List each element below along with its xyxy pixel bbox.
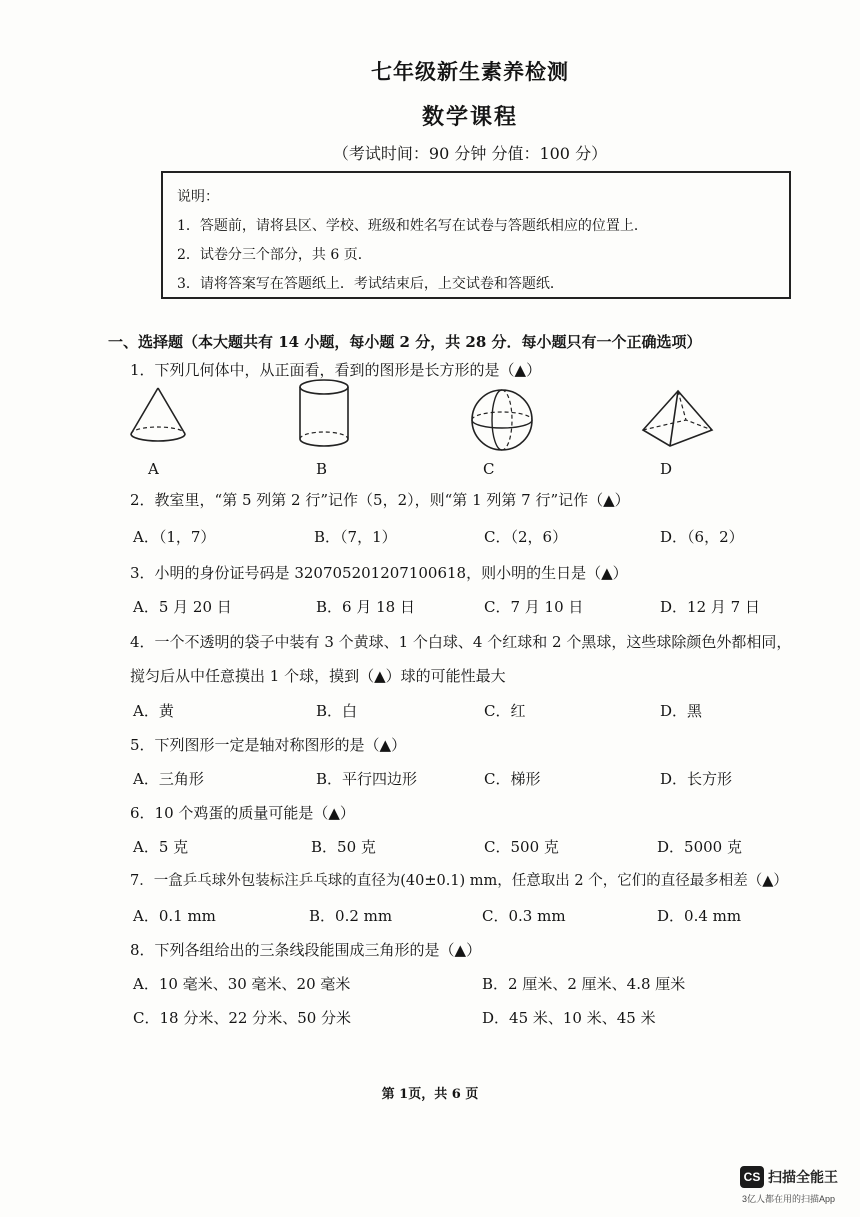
scanner-tagline: 3亿人都在用的扫描App <box>742 1194 836 1204</box>
option-c: C．7 月 10 日 <box>484 598 584 616</box>
question-4: 4．一个不透明的袋子中装有 3 个黄球、1 个白球、4 个红球和 2 个黑球，这些球除颜色外都相同， <box>130 633 792 651</box>
question-7: 7．一盒乒乓球外包装标注乒乓球的直径为(40±0.1) mm，任意取出 2 个，它们的直径最多相差（▲） <box>130 873 788 889</box>
instructions-box <box>161 171 791 299</box>
cylinder-icon <box>298 378 350 450</box>
question-5: 5．下列图形一定是轴对称图形的是（▲） <box>130 736 407 754</box>
option-d: D．5000 克 <box>657 838 742 856</box>
exam-info: （考试时间：90 分钟 分值：100 分） <box>332 144 608 163</box>
option-c: C．红 <box>484 702 526 720</box>
scanner-logo-icon: CS <box>740 1166 764 1188</box>
page-footer: 第 1页，共 6 页 <box>381 1087 479 1102</box>
shape-label-b: B <box>316 460 328 478</box>
sphere-icon <box>470 388 534 452</box>
option-c: C．500 克 <box>484 838 559 856</box>
option-c: C．（2，6） <box>484 528 568 546</box>
option-d: D．（6，2） <box>660 528 744 546</box>
option-a: A．三角形 <box>133 770 204 788</box>
option-d: D．黑 <box>660 702 703 720</box>
option-d: D．0.4 mm <box>657 907 742 925</box>
option-a: A．黄 <box>133 702 174 720</box>
subject-title: 数学课程 <box>421 104 518 130</box>
instruction-item: 1．答题前，请将县区、学校、班级和姓名写在试卷与答题纸相应的位置上． <box>177 218 648 234</box>
option-a: A．（1，7） <box>133 528 216 546</box>
question-8: 8．下列各组给出的三条线段能围成三角形的是（▲） <box>130 941 482 959</box>
shape-label-d: D <box>660 460 673 478</box>
option-a: A．5 克 <box>133 838 189 856</box>
option-b: B．平行四边形 <box>316 770 418 788</box>
option-b: B．0.2 mm <box>309 907 393 925</box>
option-b: B．50 克 <box>311 838 376 856</box>
shape-label-a: A <box>148 460 159 478</box>
option-c: C．18 分米、22 分米、50 分米 <box>133 1009 352 1027</box>
scanner-brand: 扫描全能王 <box>768 1169 838 1185</box>
question-3: 3．小明的身份证号码是 320705201207100618，则小明的生日是（▲） <box>130 564 628 582</box>
shape-label-c: C <box>483 460 495 478</box>
option-d: D．长方形 <box>660 770 733 788</box>
exam-title: 七年级新生素养检测 <box>371 59 569 84</box>
option-b: B．白 <box>316 702 358 720</box>
option-b: B．2 厘米、2 厘米、4.8 厘米 <box>482 975 686 993</box>
option-a: A．5 月 20 日 <box>133 598 232 616</box>
question-4-line2: 搅匀后从中任意摸出 1 个球，摸到（▲）球的可能性最大 <box>130 667 506 685</box>
option-b: B．6 月 18 日 <box>316 598 415 616</box>
question-1: 1．下列几何体中，从正面看，看到的图形是长方形的是（▲） <box>130 361 542 379</box>
option-a: A．0.1 mm <box>133 907 216 925</box>
option-a: A．10 毫米、30 毫米、20 毫米 <box>133 975 351 993</box>
option-d: D．12 月 7 日 <box>660 598 760 616</box>
question-2: 2．教室里，“第 5 列第 2 行”记作（5，2），则“第 1 列第 7 行”记作（▲） <box>130 491 630 509</box>
option-b: B．（7，1） <box>314 528 397 546</box>
instruction-item: 3．请将答案写在答题纸上．考试结束后，上交试卷和答题纸． <box>177 276 564 292</box>
pyramid-icon <box>640 388 716 452</box>
option-c: C．梯形 <box>484 770 541 788</box>
option-d: D．45 米、10 米、45 米 <box>482 1009 656 1027</box>
instruction-item: 2．试卷分三个部分，共 6 页． <box>177 247 372 263</box>
cone-icon <box>128 384 188 454</box>
instructions-heading: 说明： <box>177 189 219 205</box>
option-c: C．0.3 mm <box>482 907 566 925</box>
question-6: 6．10 个鸡蛋的质量可能是（▲） <box>130 804 355 822</box>
section-heading: 一、选择题（本大题共有 14 小题，每小题 2 分，共 28 分．每小题只有一个正确选项） <box>108 333 702 351</box>
